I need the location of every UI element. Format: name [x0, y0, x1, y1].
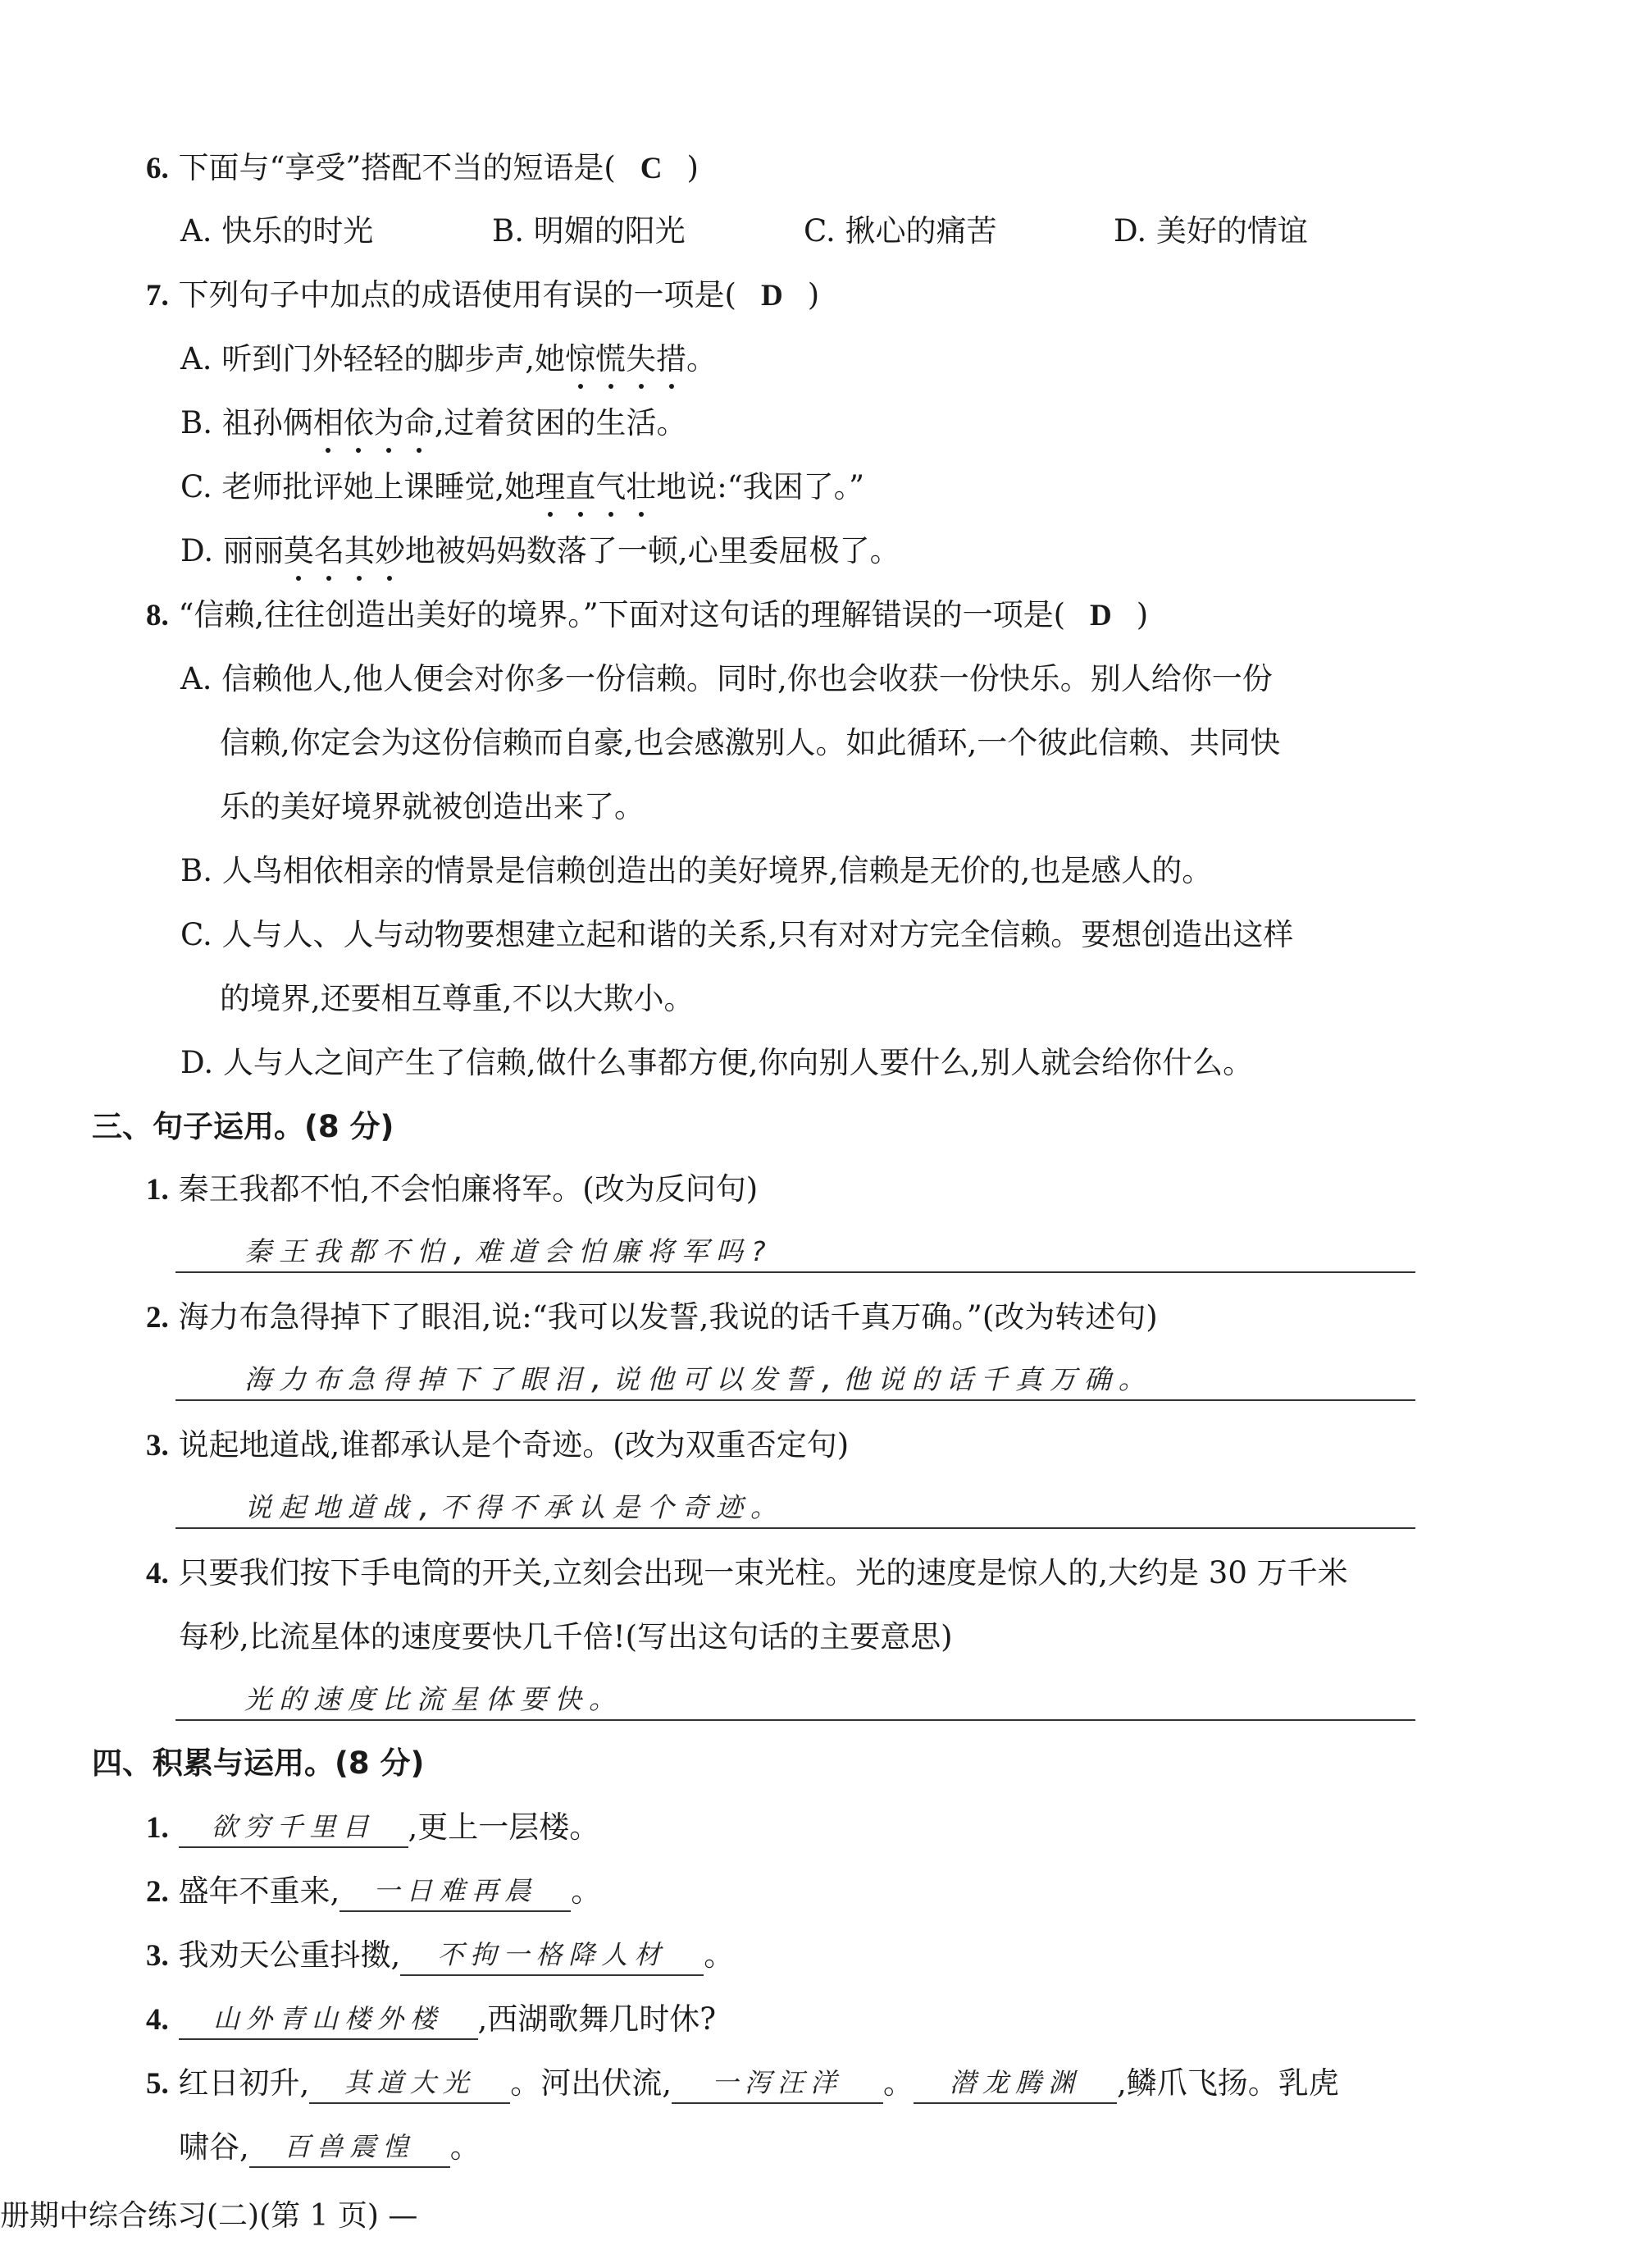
s4-item-1: [146, 1809, 599, 1848]
q7-option-a: [180, 341, 717, 377]
s4-item-5-text-3: 。: [883, 2065, 914, 2101]
s4-item-5-text: 红日初升,: [178, 2065, 310, 2101]
q7-d-text: D. 丽丽: [180, 533, 284, 568]
q7-option-d: [180, 533, 900, 569]
fill-blank-answer: 百兽震惶: [284, 2131, 416, 2162]
q8-option-a-line2: 信赖,你定会为这份信赖而自豪,也会感激别人。如此循环,一个彼此信赖、共同快: [220, 725, 1281, 760]
s3-item-1-text: 秦王我都不怕,不会怕廉将军。(改为反问句): [178, 1171, 759, 1207]
q8-option-a-line3: 乐的美好境界就被创造出来了。: [220, 789, 645, 824]
dotted-char: 失: [626, 341, 657, 376]
q6-stem: [146, 150, 699, 187]
q7-stem-text: 下列句子中加点的成语使用有误的一项是(: [178, 277, 736, 313]
q6-option-a: A. 快乐的时光: [180, 213, 374, 249]
s3-item-4-answer: 光的速度比流星体要快。: [244, 1683, 623, 1715]
q8-option-c-line2: 的境界,还要相互尊重,不以大欺小。: [220, 981, 695, 1016]
q7-option-c: [180, 469, 864, 505]
s3-item-2-answer: 海力布急得掉下了眼泪,说他可以发誓,他说的话千真万确。: [244, 1363, 1153, 1395]
s4-item-4-text: ,西湖歌舞几时休?: [477, 2001, 717, 2037]
fill-blank-answer: 欲穷千里目: [211, 1811, 376, 1842]
q8-option-c-line1: C. 人与人、人与动物要想建立起和谐的关系,只有对对方完全信赖。要想创造出这样: [180, 917, 1294, 952]
s3-item-4-line2: 每秒,比流星体的速度要快几千倍!(写出这句话的主要意思): [179, 1619, 953, 1654]
q8-option-a-line1: A. 信赖他人,他人便会对你多一份信赖。同时,你也会收获一份快乐。别人给你一份: [180, 661, 1273, 696]
s4-item-4-number: 4.: [146, 2003, 169, 2037]
q7-stem: [146, 277, 819, 314]
s4-item-5: [146, 2065, 1339, 2104]
s3-item-1-number: 1.: [146, 1173, 169, 1207]
s4-item-3-text: 我劝天公重抖擞,: [178, 1937, 401, 1973]
fill-blank-answer: 不拘一格降人材: [437, 1939, 668, 1970]
dotted-char: 措: [656, 341, 687, 376]
fill-blank: [672, 2065, 883, 2104]
q6-option-d: D. 美好的情谊: [1114, 213, 1308, 249]
dotted-char: 为: [373, 405, 404, 440]
s3-item-3-number: 3.: [146, 1429, 169, 1463]
fill-blank: [400, 1937, 704, 1976]
dotted-char: 命: [403, 405, 435, 440]
dotted-char: 依: [343, 405, 374, 440]
q7-b-text-end: ,过着贫困的生活。: [434, 405, 687, 440]
q6-stem-close: ): [686, 150, 699, 185]
dotted-char: 莫: [283, 533, 314, 568]
section-4-title: 四、积累与运用。(8 分): [92, 1745, 425, 1781]
q7-c-text: C. 老师批评她上课睡觉,她: [180, 469, 535, 504]
fill-blank: [309, 2065, 510, 2104]
q7-answer: D: [760, 279, 783, 313]
fill-blank: [249, 2129, 450, 2168]
dotted-char: 慌: [595, 341, 627, 376]
q8-option-d: D. 人与人之间产生了信赖,做什么事都方便,你向别人要什么,别人就会给你什么。: [180, 1045, 1254, 1080]
q7-stem-close: ): [807, 277, 820, 313]
q6-number: 6.: [146, 152, 169, 185]
fill-blank-answer: 其道大光: [344, 2067, 476, 2098]
s4-item-5-text-5: 啸谷,: [179, 2129, 249, 2165]
q6-option-c: C. 揪心的痛苦: [804, 213, 997, 249]
s3-item-4-text: 只要我们按下手电筒的开关,立刻会出现一束光柱。光的速度是惊人的,大约是 30 万千米: [178, 1555, 1348, 1590]
q7-d-text-end: 地被妈妈数落了一顿,心里委屈极了。: [404, 533, 900, 568]
answer-line: [175, 1399, 1415, 1401]
q8-stem: [146, 597, 1148, 634]
fill-blank-answer: 一泻汪洋: [712, 2067, 844, 2098]
fill-blank: [179, 1809, 408, 1848]
section-3-title: 三、句子运用。(8 分): [92, 1109, 394, 1144]
q7-number: 7.: [146, 279, 169, 313]
s4-item-2-end: 。: [571, 1873, 602, 1909]
s3-item-3-text: 说起地道战,谁都承认是个奇迹。(改为双重否定句): [178, 1427, 850, 1463]
dotted-char: 壮: [626, 469, 657, 504]
q7-a-text-end: 。: [686, 341, 718, 376]
s4-item-5-text-2: 。河出伏流,: [510, 2065, 672, 2101]
s3-item-4: [146, 1555, 1348, 1592]
dotted-char: 妙: [374, 533, 405, 568]
s4-item-2: [146, 1873, 601, 1912]
s3-item-3-answer: 说起地道战,不得不承认是个奇迹。: [244, 1491, 785, 1523]
s3-item-2-number: 2.: [146, 1301, 169, 1335]
s3-item-2: [146, 1299, 1158, 1336]
dotted-char: 名: [313, 533, 344, 568]
dotted-char: 惊: [565, 341, 596, 376]
s4-item-1-number: 1.: [146, 1811, 169, 1845]
q6-option-b: B. 明媚的阳光: [492, 213, 686, 249]
s3-item-1: [146, 1171, 758, 1208]
dotted-char: 相: [312, 405, 344, 440]
s4-item-5-text-4: ,鳞爪飞扬。乳虎: [1117, 2065, 1339, 2101]
q8-stem-text: “信赖,往往创造出美好的境界。”下面对这句话的理解错误的一项是(: [178, 597, 1066, 632]
q8-answer: D: [1090, 599, 1112, 632]
q7-a-text: A. 听到门外轻轻的脚步声,她: [180, 341, 566, 376]
s4-item-3: [146, 1937, 734, 1976]
q8-number: 8.: [146, 599, 169, 632]
answer-line: [175, 1527, 1415, 1529]
fill-blank: [914, 2065, 1117, 2104]
s4-item-4: [146, 2001, 716, 2040]
s4-item-3-end: 。: [704, 1937, 735, 1973]
s4-item-2-number: 2.: [146, 1875, 169, 1909]
q7-b-text: B. 祖孙俩: [180, 405, 313, 440]
s4-item-5-number: 5.: [146, 2067, 169, 2101]
s4-item-2-text: 盛年不重来,: [178, 1873, 340, 1909]
q7-option-b: [180, 405, 686, 441]
s4-item-3-number: 3.: [146, 1939, 169, 1973]
s3-item-4-number: 4.: [146, 1557, 169, 1590]
s4-item-1-text: ,更上一层楼。: [408, 1809, 600, 1845]
fill-blank: [179, 2001, 478, 2040]
q8-stem-close: ): [1136, 597, 1149, 632]
dotted-char: 直: [565, 469, 596, 504]
fill-blank-answer: 一日难再晨: [373, 1875, 538, 1906]
page-footer: 册期中综合练习(二)(第 1 页) —: [0, 2199, 418, 2233]
dotted-char: 气: [595, 469, 627, 504]
answer-line: [175, 1271, 1415, 1273]
q6-stem-text: 下面与“享受”搭配不当的短语是(: [178, 150, 616, 185]
s3-item-2-text: 海力布急得掉下了眼泪,说:“我可以发誓,我说的话千真万确。”(改为转述句): [178, 1299, 1158, 1335]
dotted-char: 其: [344, 533, 375, 568]
fill-blank-answer: 山外青山楼外楼: [213, 2003, 444, 2034]
s3-item-1-answer: 秦王我都不怕,难道会怕廉将军吗?: [244, 1235, 774, 1267]
fill-blank: [339, 1873, 571, 1912]
s4-item-5-line2: [179, 2129, 481, 2168]
s3-item-3: [146, 1427, 849, 1464]
q7-c-text-end: 地说:“我困了。”: [656, 469, 865, 504]
answer-line: [175, 1719, 1415, 1721]
fill-blank-answer: 潜龙腾渊: [950, 2067, 1082, 2098]
s4-item-5-end: 。: [449, 2129, 481, 2165]
dotted-char: 理: [535, 469, 566, 504]
q8-option-b: B. 人鸟相依相亲的情景是信赖创造出的美好境界,信赖是无价的,也是感人的。: [180, 853, 1213, 888]
q6-answer: C: [640, 152, 663, 185]
